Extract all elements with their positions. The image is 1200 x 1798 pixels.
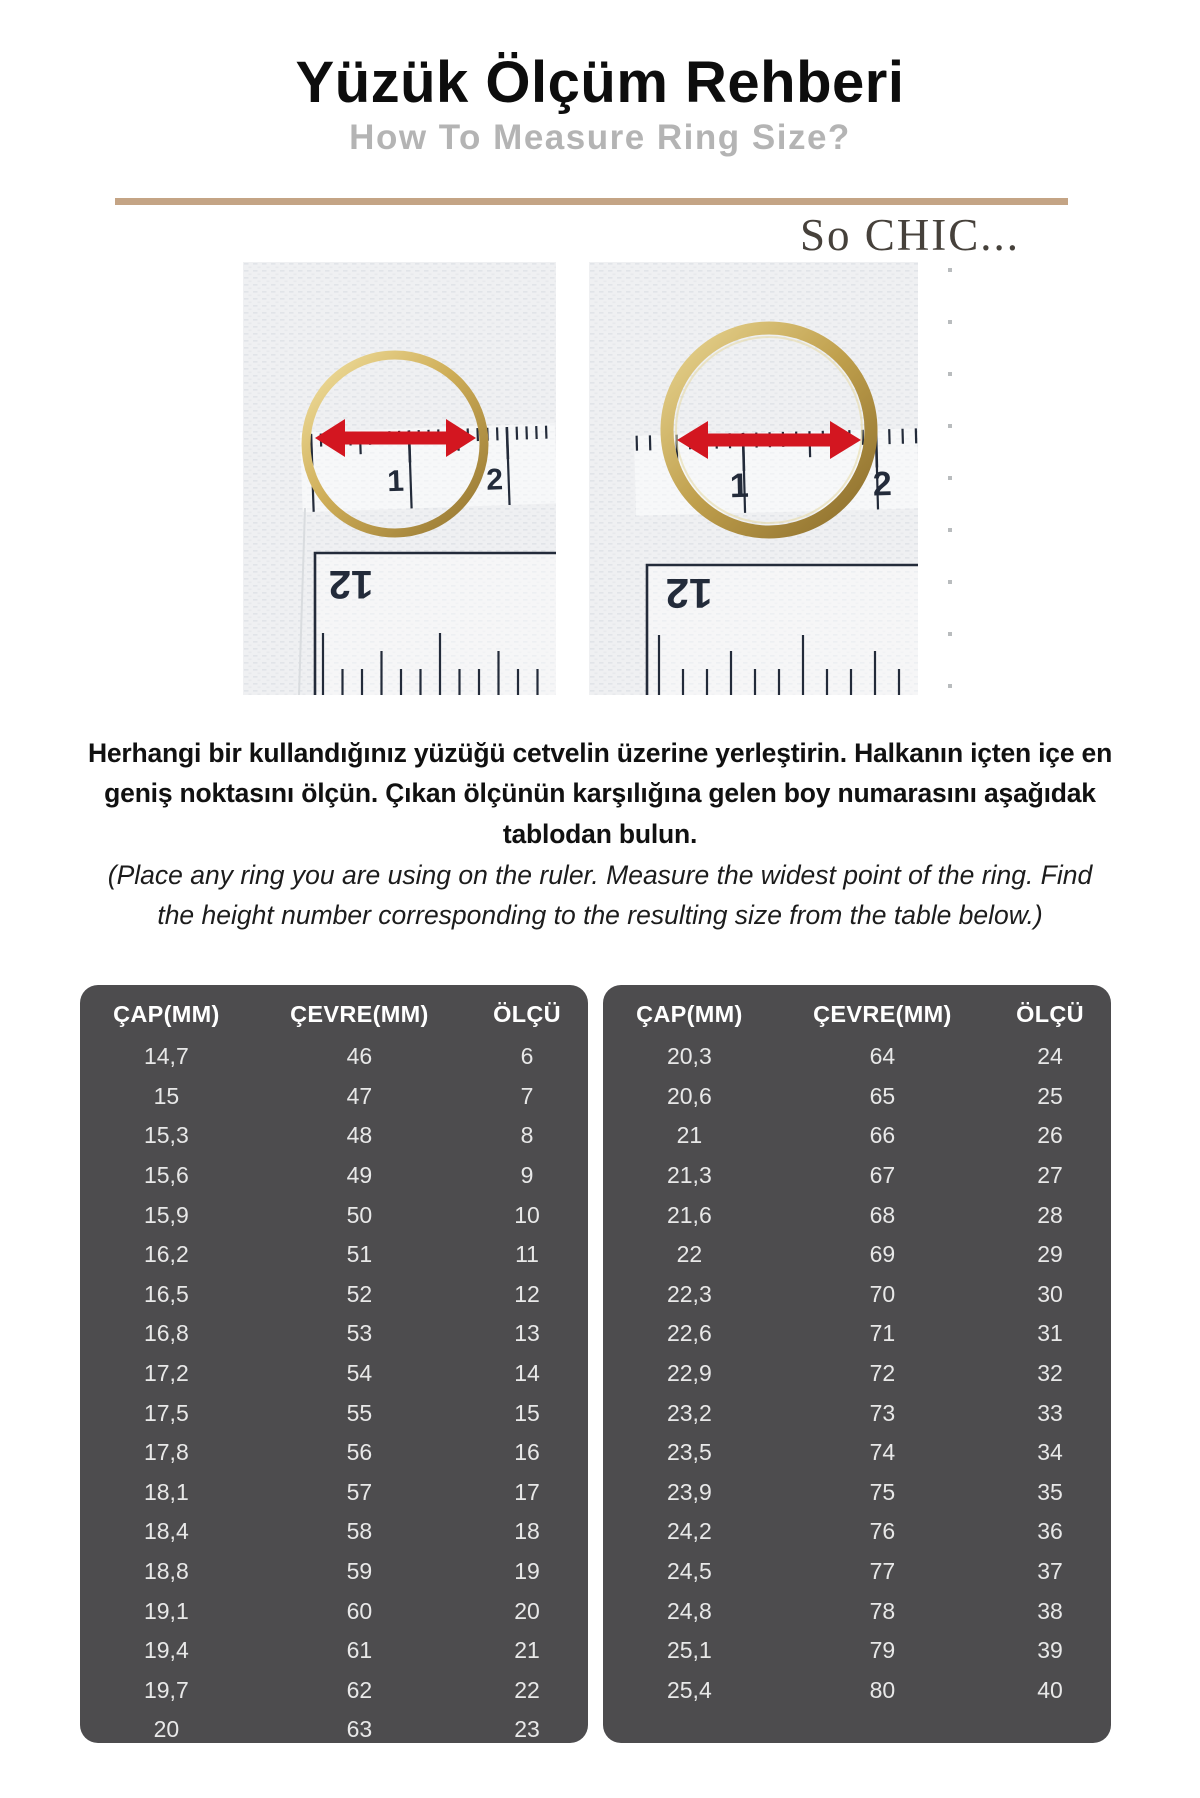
cevre-value: 77 xyxy=(869,1558,896,1585)
divider-line xyxy=(115,198,1068,205)
olcu-value: 13 xyxy=(514,1320,540,1347)
cap-value: 17,5 xyxy=(143,1399,189,1426)
cap-value: 20 xyxy=(153,1716,180,1743)
size-table-row xyxy=(603,1473,1111,1513)
olcu-value: 7 xyxy=(520,1082,534,1109)
cevre-value: 56 xyxy=(346,1439,373,1466)
cevre-value: 68 xyxy=(869,1201,896,1228)
cevre-value: 64 xyxy=(869,1043,896,1070)
size-table-row xyxy=(80,1433,588,1473)
olcu-value: 17 xyxy=(514,1478,540,1505)
size-table-row xyxy=(80,1037,588,1077)
size-table-row xyxy=(603,1116,1111,1156)
size-table-header xyxy=(603,991,1111,1037)
olcu-value: 18 xyxy=(514,1518,540,1545)
size-table-row xyxy=(603,1631,1111,1671)
olcu-value: 28 xyxy=(1037,1201,1063,1228)
cap-value: 25,1 xyxy=(666,1637,712,1664)
ring-photo-right-illustration xyxy=(589,262,918,695)
ruler-label-1: 1 xyxy=(386,464,405,499)
reversed-ruler-fragment xyxy=(315,553,556,695)
col-header-olcu: ÖLÇÜ xyxy=(493,1000,561,1027)
size-table-right xyxy=(603,985,1111,1743)
cap-value: 19,7 xyxy=(143,1676,189,1703)
olcu-value: 38 xyxy=(1037,1597,1063,1624)
cevre-value: 59 xyxy=(346,1558,373,1585)
cevre-value: 47 xyxy=(346,1082,373,1109)
size-table-row xyxy=(603,1235,1111,1275)
cevre-value: 61 xyxy=(346,1637,373,1664)
reversed-ruler-fragment xyxy=(647,565,918,695)
size-table-body xyxy=(80,1037,588,1750)
size-table-row xyxy=(80,1631,588,1671)
cap-value: 16,5 xyxy=(143,1280,189,1307)
cevre-value: 49 xyxy=(346,1162,373,1189)
page-title: Yüzük Ölçüm Rehberi xyxy=(295,50,905,115)
cap-value: 23,5 xyxy=(666,1439,712,1466)
cevre-value: 69 xyxy=(869,1241,896,1268)
size-table-row xyxy=(80,1275,588,1315)
page-subtitle: How To Measure Ring Size? xyxy=(349,118,851,157)
size-table-row xyxy=(603,1077,1111,1117)
cap-value: 20,3 xyxy=(666,1043,712,1070)
olcu-value: 24 xyxy=(1037,1043,1063,1070)
col-header-olcu: ÖLÇÜ xyxy=(1016,1000,1084,1027)
cevre-value: 60 xyxy=(346,1597,373,1624)
cap-value: 22,3 xyxy=(666,1280,712,1307)
cap-value: 18,1 xyxy=(143,1478,189,1505)
size-table-row xyxy=(80,1116,588,1156)
olcu-value: 36 xyxy=(1037,1518,1063,1545)
cevre-value: 51 xyxy=(346,1241,373,1268)
olcu-value: 25 xyxy=(1037,1082,1063,1109)
size-table-row xyxy=(80,1077,588,1117)
size-table-row xyxy=(80,1473,588,1513)
cevre-value: 76 xyxy=(869,1518,896,1545)
instruction-turkish: Herhangi bir kullandığınız yüzüğü cetvelin üzerine yerleştirin. Halkanın içten içe en geniş noktasını ölçün. Çıkan ölçünün karşılığına gelen boy numarasını aşağıdak tablodan bulun. xyxy=(87,738,1113,849)
cevre-value: 75 xyxy=(869,1478,896,1505)
olcu-value: 34 xyxy=(1037,1439,1063,1466)
size-table-row xyxy=(80,1195,588,1235)
ruler-label-2: 2 xyxy=(872,465,893,504)
olcu-value: 39 xyxy=(1037,1637,1063,1664)
olcu-value: 15 xyxy=(514,1399,540,1426)
size-table-row xyxy=(80,1591,588,1631)
size-table-row xyxy=(603,1552,1111,1592)
cevre-value: 78 xyxy=(869,1597,896,1624)
size-table-row xyxy=(603,1354,1111,1394)
cevre-value: 67 xyxy=(869,1162,896,1189)
size-table-row xyxy=(603,1195,1111,1235)
cevre-value: 70 xyxy=(869,1280,896,1307)
olcu-value: 33 xyxy=(1037,1399,1063,1426)
cap-value: 23,9 xyxy=(666,1478,712,1505)
cap-value: 16,2 xyxy=(143,1241,189,1268)
size-table-row xyxy=(80,1552,588,1592)
olcu-value: 21 xyxy=(514,1637,540,1664)
cevre-value: 62 xyxy=(346,1676,373,1703)
size-table-row xyxy=(80,1512,588,1552)
cap-value: 15,3 xyxy=(143,1122,189,1149)
size-table-row xyxy=(603,1393,1111,1433)
olcu-value: 26 xyxy=(1037,1122,1063,1149)
cap-value: 21 xyxy=(676,1122,703,1149)
cevre-value: 58 xyxy=(346,1518,373,1545)
cevre-value: 53 xyxy=(346,1320,373,1347)
cevre-value: 48 xyxy=(346,1122,373,1149)
size-table-row xyxy=(80,1354,588,1394)
olcu-value: 31 xyxy=(1037,1320,1063,1347)
olcu-value: 12 xyxy=(514,1280,540,1307)
ring-photo-left-illustration xyxy=(243,262,556,695)
cevre-value: 80 xyxy=(869,1676,896,1703)
cap-value: 15 xyxy=(153,1082,180,1109)
cap-value: 25,4 xyxy=(666,1676,712,1703)
cap-value: 15,6 xyxy=(143,1162,189,1189)
cap-value: 20,6 xyxy=(666,1082,712,1109)
ring-photo-right xyxy=(589,262,918,695)
instruction-english: (Place any ring you are using on the ruler. Measure the widest point of the ring. Find the height number corresponding to the resulting size from the table below.) xyxy=(107,860,1093,931)
cap-value: 19,1 xyxy=(143,1597,189,1624)
cevre-value: 55 xyxy=(346,1399,373,1426)
cap-value: 18,8 xyxy=(143,1558,189,1585)
size-table-row xyxy=(603,1512,1111,1552)
brand-logo: So CHIC... xyxy=(800,210,1021,260)
olcu-value: 29 xyxy=(1037,1241,1063,1268)
olcu-value: 11 xyxy=(515,1241,539,1268)
cap-value: 24,8 xyxy=(666,1597,712,1624)
olcu-value: 35 xyxy=(1037,1478,1063,1505)
olcu-value: 19 xyxy=(514,1558,540,1585)
size-table-row xyxy=(603,1433,1111,1473)
olcu-value: 23 xyxy=(514,1716,540,1743)
cevre-value: 65 xyxy=(869,1082,896,1109)
size-table-row xyxy=(603,1314,1111,1354)
dotted-guide-line xyxy=(948,268,952,692)
cevre-value: 52 xyxy=(346,1280,373,1307)
size-table-row xyxy=(603,1037,1111,1077)
olcu-value: 32 xyxy=(1037,1360,1063,1387)
olcu-value: 8 xyxy=(520,1122,534,1149)
olcu-value: 20 xyxy=(514,1597,540,1624)
olcu-value: 10 xyxy=(514,1201,540,1228)
cevre-value: 71 xyxy=(869,1320,896,1347)
cap-value: 22,9 xyxy=(666,1360,712,1387)
olcu-value: 9 xyxy=(520,1162,534,1189)
col-header-cevre: ÇEVRE(MM) xyxy=(813,1000,952,1027)
cap-value: 21,6 xyxy=(666,1201,712,1228)
size-table-row xyxy=(80,1235,588,1275)
cevre-value: 73 xyxy=(869,1399,896,1426)
cap-value: 17,2 xyxy=(143,1360,189,1387)
ruler-label-12: 12 xyxy=(665,570,713,617)
cap-value: 19,4 xyxy=(143,1637,189,1664)
size-table-row xyxy=(603,1275,1111,1315)
cevre-value: 74 xyxy=(869,1439,896,1466)
olcu-value: 6 xyxy=(520,1043,534,1070)
size-table-row xyxy=(80,1671,588,1711)
size-table-row xyxy=(80,1314,588,1354)
cevre-value: 50 xyxy=(346,1201,373,1228)
size-table-row xyxy=(80,1710,588,1750)
cevre-value: 72 xyxy=(869,1360,896,1387)
cevre-value: 63 xyxy=(346,1716,373,1743)
olcu-value: 40 xyxy=(1037,1676,1063,1703)
olcu-value: 37 xyxy=(1037,1558,1063,1585)
cevre-value: 54 xyxy=(346,1360,373,1387)
cap-value: 22,6 xyxy=(666,1320,712,1347)
cap-value: 23,2 xyxy=(666,1399,712,1426)
cevre-value: 57 xyxy=(346,1478,373,1505)
ruler-label-2: 2 xyxy=(485,463,504,497)
col-header-cevre: ÇEVRE(MM) xyxy=(290,1000,429,1027)
cap-value: 16,8 xyxy=(143,1320,189,1347)
col-header-cap: ÇAP(MM) xyxy=(636,1000,743,1027)
cap-value: 24,5 xyxy=(666,1558,712,1585)
cap-value: 21,3 xyxy=(666,1162,712,1189)
cap-value: 17,8 xyxy=(143,1439,189,1466)
size-table-row xyxy=(603,1591,1111,1631)
size-table-row xyxy=(80,1393,588,1433)
cap-value: 15,9 xyxy=(143,1201,189,1228)
size-table-header xyxy=(80,991,588,1037)
col-header-cap: ÇAP(MM) xyxy=(113,1000,220,1027)
ruler-label-12: 12 xyxy=(328,562,374,606)
size-table-row xyxy=(603,1156,1111,1196)
cap-value: 22 xyxy=(676,1241,703,1268)
cap-value: 18,4 xyxy=(143,1518,189,1545)
olcu-value: 22 xyxy=(514,1676,540,1703)
ruler-label-1: 1 xyxy=(729,466,750,506)
olcu-value: 14 xyxy=(514,1360,540,1387)
cap-value: 14,7 xyxy=(143,1043,189,1070)
olcu-value: 30 xyxy=(1037,1280,1063,1307)
olcu-value: 16 xyxy=(514,1439,540,1466)
cevre-value: 46 xyxy=(346,1043,373,1070)
olcu-value: 27 xyxy=(1037,1162,1063,1189)
size-table-row xyxy=(80,1156,588,1196)
cap-value: 24,2 xyxy=(666,1518,712,1545)
size-table-body xyxy=(603,1037,1111,1710)
cevre-value: 79 xyxy=(869,1637,896,1664)
size-table-row xyxy=(603,1671,1111,1711)
cevre-value: 66 xyxy=(869,1122,896,1149)
ring-photo-left xyxy=(243,262,556,695)
size-table-left xyxy=(80,985,588,1743)
